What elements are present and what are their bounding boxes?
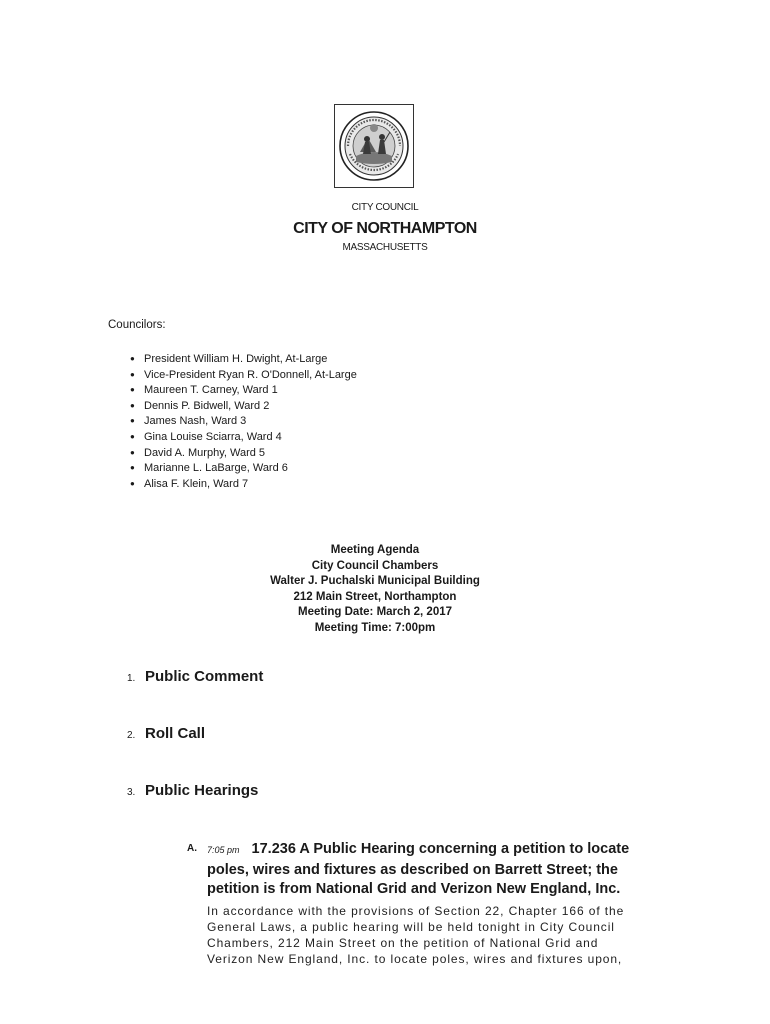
bullet-icon: ● [130, 431, 135, 441]
list-item [130, 445, 357, 461]
hearing-letter: A. [187, 843, 197, 854]
meeting-building: Walter J. Puchalski Municipal Building [270, 575, 480, 588]
city-title: CITY OF NORTHAMPTON [293, 220, 477, 237]
hearing-body [207, 840, 647, 968]
bullet-icon: ● [130, 354, 135, 363]
list-item [130, 476, 357, 492]
councilors-heading: Councilors: [108, 319, 166, 331]
list-item [130, 429, 357, 445]
list-item [130, 382, 357, 398]
agenda-item-public-hearings [127, 782, 258, 799]
agenda-label: Public Hearings [145, 782, 259, 799]
councilor-name: Maureen T. Carney, Ward 1 [144, 384, 278, 397]
list-item [130, 351, 357, 367]
agenda-label: Public Comment [145, 668, 264, 685]
meeting-room: City Council Chambers [311, 559, 439, 572]
hearing-title-block [207, 840, 647, 900]
councilor-name: James Nash, Ward 3 [144, 415, 247, 428]
agenda-number: 3. [127, 787, 136, 798]
agenda-number: 1. [127, 673, 136, 684]
councilor-name: David A. Murphy, Ward 5 [144, 446, 266, 459]
hearing-item [187, 840, 647, 968]
hearing-text: In accordance with the provisions of Section 22, Chapter 166 of the General Laws, a public hearing will be held tonight in City Council Chambers, 212 Main Street on the petition of National Grid and Verizon New England, Inc. to locate poles, wires and fixtures upon, [207, 903, 625, 967]
state-label: MASSACHUSETTS [342, 242, 428, 253]
councilor-name: Dennis P. Bidwell, Ward 2 [144, 399, 270, 412]
city-seal-emblem [338, 108, 410, 184]
councilor-list [130, 351, 357, 491]
bullet-icon: ● [130, 416, 135, 426]
councilor-name: Marianne L. LaBarge, Ward 6 [144, 462, 288, 475]
meeting-address: 212 Main Street, Northampton [293, 590, 457, 603]
agenda-item-public-comment [127, 668, 263, 685]
bullet-icon: ● [130, 447, 135, 457]
bullet-icon: ● [130, 463, 135, 473]
meeting-date: Meeting Date: March 2, 2017 [297, 606, 453, 619]
meeting-time: Meeting Time: 7:00pm [314, 621, 436, 634]
councilor-name: Vice-President Ryan R. O'Donnell, At-Large [144, 368, 357, 381]
list-item [130, 413, 357, 429]
agenda-number: 2. [127, 730, 136, 741]
agenda-item-roll-call [127, 725, 205, 742]
meeting-info [0, 543, 750, 637]
councilor-name: Gina Louise Sciarra, Ward 4 [144, 430, 282, 443]
councilor-name: Alisa F. Klein, Ward 7 [144, 477, 249, 490]
list-item [130, 398, 357, 414]
council-label: CITY COUNCIL [351, 202, 419, 213]
city-seal [334, 104, 414, 188]
agenda-label: Roll Call [145, 725, 206, 742]
councilor-name: President William H. Dwight, At-Large [144, 353, 328, 365]
hearing-title: 17.236 A Public Hearing concerning a petition to locate poles, wires and fixtures as described on Barrett Street; the petition is from National Grid and Verizon New England, Inc. [207, 841, 630, 897]
hearing-time: 7:05 pm [207, 845, 240, 855]
bullet-icon: ● [130, 400, 135, 410]
bullet-icon: ● [130, 478, 135, 488]
bullet-icon: ● [130, 369, 135, 379]
bullet-icon: ● [130, 385, 135, 395]
list-item [130, 367, 357, 383]
list-item [130, 460, 357, 476]
meeting-title: Meeting Agenda [330, 544, 420, 556]
